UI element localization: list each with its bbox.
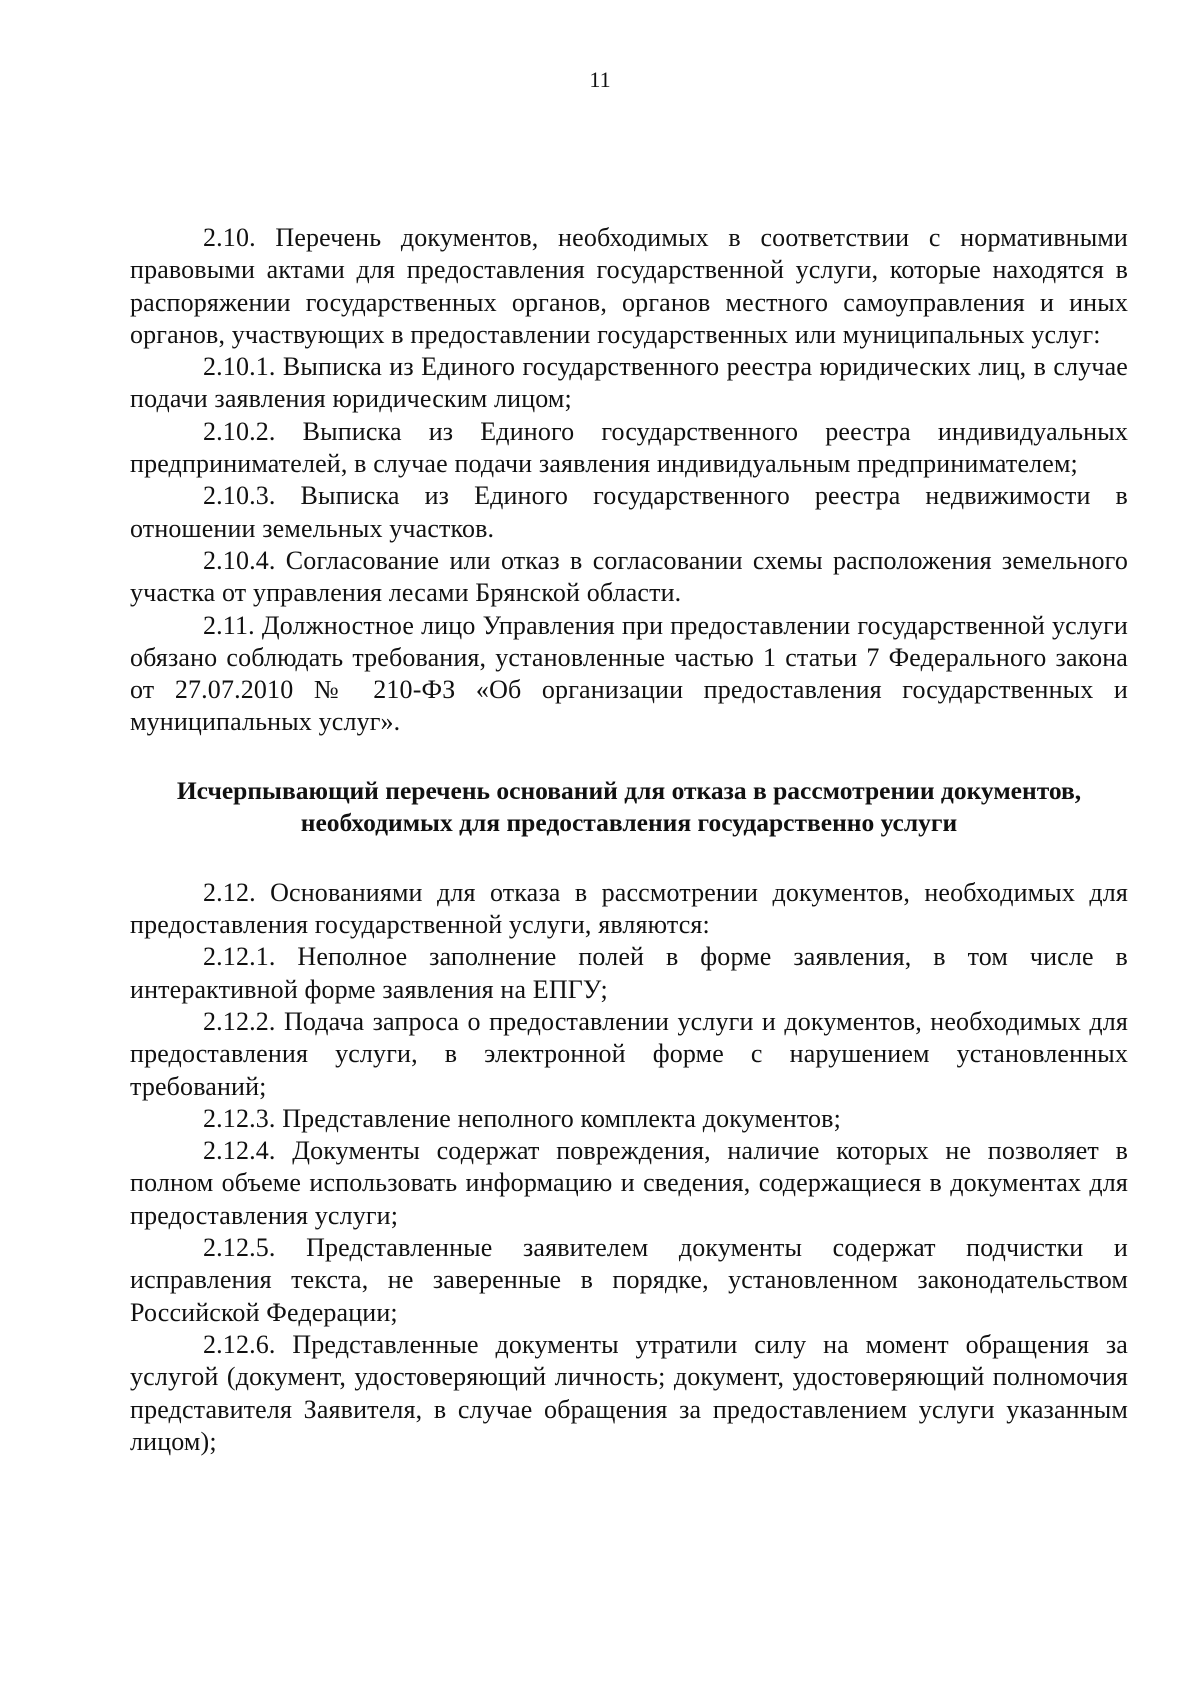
paragraph-2-10-3: 2.10.3. Выписка из Единого государственного реестра недвижимости в отношении земельных участков. bbox=[130, 481, 1128, 543]
paragraph-2-12-6: 2.12.6. Представленные документы утратили силу на момент обращения за услугой (документ, удостоверяющий личность; документ, удостоверяющий полномочия представителя Заявителя, в случае обращения за предоставлением услуги указанным лицом); bbox=[130, 1329, 1128, 1456]
paragraph-2-12-3: 2.12.3. Представление неполного комплекта документов; bbox=[203, 1103, 841, 1133]
paragraph-2-12-5: 2.12.5. Представленные заявителем документы содержат подчистки и исправления текста, не заверенные в порядке, установленном законодательством Российской Федерации; bbox=[130, 1233, 1128, 1327]
paragraph-2-12-1: 2.12.1. Неполное заполнение полей в форме заявления, в том числе в интерактивной форме заявления на ЕПГУ; bbox=[130, 942, 1128, 1004]
paragraph-2-10-2: 2.10.2. Выписка из Единого государственного реестра индивидуальных предпринимателей, в случае подачи заявления индивидуальным предпринимателем; bbox=[130, 416, 1128, 479]
section-heading bbox=[130, 775, 1128, 839]
paragraph-2-11: 2.11. Должностное лицо Управления при предоставлении государственной услуги обязано соблюдать требования, установленные частью 1 статьи 7 Федерального закона от 27.07.2010 № 210-ФЗ «Об организации предоставления государственных и муниципальных услуг». bbox=[130, 610, 1128, 737]
paragraph-2-12-2: 2.12.2. Подача запроса о предоставлении услуги и документов, необходимых для предоставления услуги, в электронной форме с нарушением установленных требований; bbox=[130, 1006, 1128, 1101]
page-number: 11 bbox=[589, 67, 611, 92]
paragraph-2-10-4: 2.10.4. Согласование или отказ в согласовании схемы расположения земельного участка от управления лесами Брянской области. bbox=[130, 545, 1128, 608]
paragraph-2-12: 2.12. Основаниями для отказа в рассмотрении документов, необходимых для предоставления государственной услуги, являются: bbox=[130, 877, 1128, 940]
paragraph-2-10: 2.10. Перечень документов, необходимых в соответствии с нормативными правовыми актами для предоставления государственной услуги, которые находятся в распоряжении государственных органов, органов местного самоуправления и иных органов, участвующих в предоставлении государственных или муниципальных услуг: bbox=[130, 223, 1128, 349]
paragraph-2-12-4: 2.12.4. Документы содержат повреждения, наличие которых не позволяет в полном объеме использовать информацию и сведения, содержащиеся в документах для предоставления услуги; bbox=[130, 1136, 1128, 1230]
section-heading-line-2: необходимых для предоставления государственно услуги bbox=[300, 807, 958, 837]
section-heading-line-1: Исчерпывающий перечень оснований для отказа в рассмотрении документов, bbox=[176, 775, 1082, 805]
document-body bbox=[130, 222, 1128, 1458]
paragraph-2-10-1: 2.10.1. Выписка из Единого государственного реестра юридических лиц, в случае подачи заявления юридическим лицом; bbox=[130, 352, 1128, 414]
